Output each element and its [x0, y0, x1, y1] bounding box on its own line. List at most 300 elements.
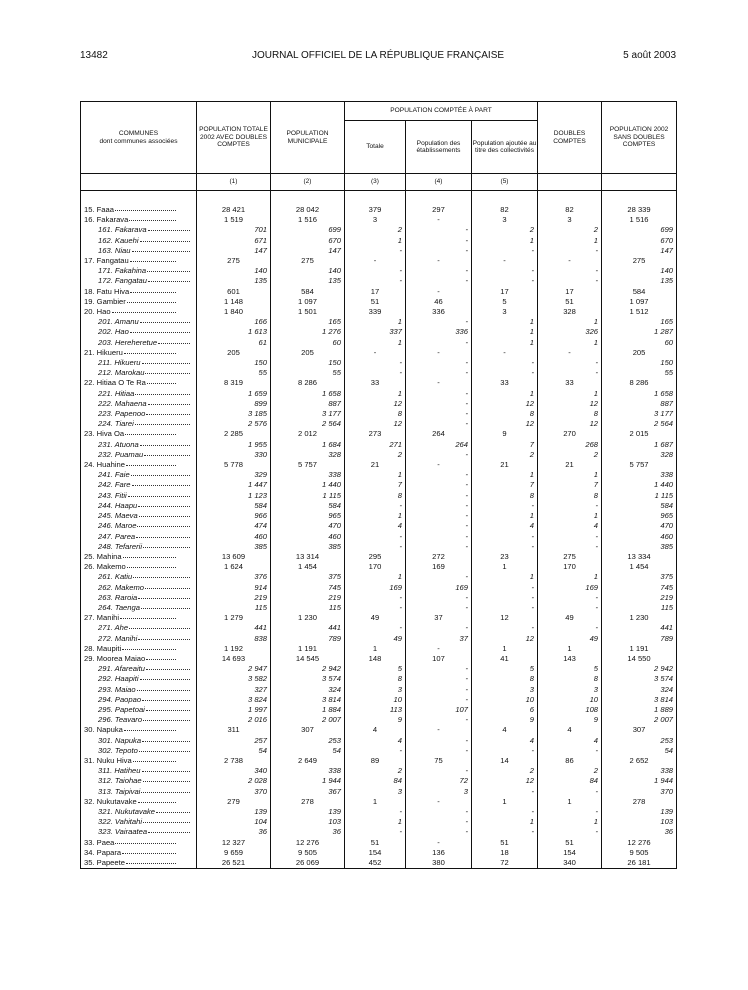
- value-cell: 1 624: [197, 562, 271, 572]
- value-cell: 278: [602, 797, 677, 807]
- dot-leader: [142, 363, 190, 364]
- value-cell: 136: [406, 848, 472, 858]
- value-cell: -: [472, 246, 538, 256]
- sub-commune-row: [81, 715, 677, 725]
- value-cell: 699: [271, 225, 345, 235]
- value-cell: 452: [345, 858, 406, 869]
- sub-commune-row: [81, 634, 677, 644]
- value-cell: 23: [472, 552, 538, 562]
- value-cell: 337: [345, 327, 406, 337]
- value-cell: 54: [271, 746, 345, 756]
- dot-leader: [138, 802, 176, 803]
- value-cell: 51: [345, 838, 406, 848]
- dot-leader: [125, 434, 176, 435]
- commune-name: 224. Tiarei: [98, 419, 134, 429]
- commune-name: 231. Atuona: [98, 439, 139, 449]
- value-cell: -: [406, 603, 472, 613]
- value-cell: 9 505: [271, 848, 345, 858]
- value-cell: -: [472, 501, 538, 511]
- value-cell: -: [406, 511, 472, 521]
- value-cell: 1 516: [602, 215, 677, 225]
- dot-leader: [129, 220, 176, 221]
- value-cell: -: [406, 674, 472, 684]
- value-cell: 2 942: [271, 664, 345, 674]
- commune-name: 162. Kauehi: [98, 235, 139, 245]
- value-cell: 340: [538, 858, 602, 869]
- dot-leader: [139, 516, 190, 517]
- value-cell: -: [345, 593, 406, 603]
- commune-name-cell: [81, 358, 197, 368]
- value-cell: 10: [345, 695, 406, 705]
- value-cell: -: [345, 623, 406, 633]
- value-cell: 1: [472, 644, 538, 654]
- commune-name-cell: [81, 593, 197, 603]
- sub-commune-row: [81, 327, 677, 337]
- value-cell: 1 097: [602, 297, 677, 307]
- commune-name: 21. Hikueru: [84, 347, 123, 357]
- value-cell: -: [406, 797, 472, 807]
- commune-name-cell: [81, 776, 197, 786]
- value-cell: -: [406, 348, 472, 358]
- value-cell: 33: [472, 378, 538, 388]
- value-cell: 1: [538, 572, 602, 582]
- commune-name-cell: [81, 603, 197, 613]
- sub-commune-row: [81, 787, 677, 797]
- value-cell: 82: [538, 205, 602, 215]
- commune-row: [81, 348, 677, 358]
- dot-leader: [146, 669, 190, 670]
- commune-name: 242. Fare: [98, 480, 131, 490]
- value-cell: 1 944: [271, 776, 345, 786]
- dot-leader: [127, 567, 176, 568]
- commune-name: 18. Fatu Hiva: [84, 286, 130, 296]
- value-cell: 41: [472, 654, 538, 664]
- value-cell: 324: [602, 685, 677, 695]
- value-cell: -: [406, 225, 472, 235]
- value-cell: 275: [538, 552, 602, 562]
- dot-leader: [143, 547, 190, 548]
- value-cell: 1 840: [197, 307, 271, 317]
- dot-leader: [140, 241, 190, 242]
- commune-name: 15. Faaa: [84, 205, 114, 214]
- dot-leader: [115, 210, 176, 211]
- value-cell: 17: [472, 287, 538, 297]
- value-cell: 745: [271, 583, 345, 593]
- commune-name: 243. Fitii: [98, 490, 127, 500]
- value-cell: 307: [271, 725, 345, 735]
- commune-row: [81, 552, 677, 562]
- commune-name-cell: [81, 409, 197, 419]
- value-cell: -: [472, 623, 538, 633]
- dot-leader: [140, 322, 190, 323]
- commune-name-cell: [81, 552, 197, 562]
- value-cell: 1 613: [197, 327, 271, 337]
- value-cell: 140: [197, 266, 271, 276]
- dot-leader: [140, 445, 190, 446]
- value-cell: 1: [538, 644, 602, 654]
- value-cell: -: [406, 623, 472, 633]
- dot-leader: [122, 649, 176, 650]
- sub-commune-row: [81, 225, 677, 235]
- commune-name: 201. Amanu: [98, 317, 139, 327]
- value-cell: 135: [197, 276, 271, 286]
- value-cell: 1 659: [197, 389, 271, 399]
- commune-name: 34. Papara: [84, 847, 122, 857]
- value-cell: 37: [406, 634, 472, 644]
- commune-name: 302. Tepoto: [98, 745, 138, 755]
- value-cell: 2 738: [197, 756, 271, 766]
- commune-row: [81, 756, 677, 766]
- commune-row: [81, 429, 677, 439]
- value-cell: 1: [345, 511, 406, 521]
- dot-leader: [131, 475, 190, 476]
- value-cell: 2: [538, 225, 602, 235]
- value-cell: -: [406, 450, 472, 460]
- commune-name-cell: [81, 542, 197, 552]
- commune-name: 203. Hereheretue: [98, 337, 158, 347]
- value-cell: 17: [345, 287, 406, 297]
- commune-name-cell: [81, 450, 197, 460]
- commune-name-cell: [81, 317, 197, 327]
- value-cell: -: [538, 368, 602, 378]
- value-cell: 271: [345, 440, 406, 450]
- value-cell: 9: [472, 429, 538, 439]
- dot-leader: [126, 465, 176, 466]
- value-cell: 8: [472, 409, 538, 419]
- value-cell: 46: [406, 297, 472, 307]
- dot-leader: [158, 343, 190, 344]
- value-cell: 8: [538, 491, 602, 501]
- value-cell: -: [472, 542, 538, 552]
- value-cell: 169: [406, 562, 472, 572]
- value-cell: 1: [538, 817, 602, 827]
- value-cell: 1 097: [271, 297, 345, 307]
- value-cell: 311: [197, 725, 271, 735]
- value-cell: 205: [602, 348, 677, 358]
- value-cell: 1: [472, 572, 538, 582]
- commune-name-cell: [81, 634, 197, 644]
- commune-name-cell: [81, 695, 197, 705]
- commune-name-cell: [81, 429, 197, 439]
- sub-commune-row: [81, 766, 677, 776]
- value-cell: 375: [271, 572, 345, 582]
- value-cell: 1 191: [602, 644, 677, 654]
- value-cell: 1: [345, 317, 406, 327]
- dot-leader: [124, 353, 176, 354]
- value-cell: 699: [602, 225, 677, 235]
- value-cell: -: [406, 215, 472, 225]
- value-cell: 3: [538, 215, 602, 225]
- value-cell: 4: [538, 725, 602, 735]
- dot-leader: [147, 271, 190, 272]
- value-cell: 2: [472, 450, 538, 460]
- sub-commune-row: [81, 266, 677, 276]
- value-cell: 140: [271, 266, 345, 276]
- value-cell: 338: [602, 766, 677, 776]
- value-cell: -: [406, 593, 472, 603]
- value-cell: 9: [538, 715, 602, 725]
- value-cell: 154: [345, 848, 406, 858]
- value-cell: 6: [472, 705, 538, 715]
- value-cell: 1: [538, 389, 602, 399]
- value-cell: 51: [472, 838, 538, 848]
- value-cell: 3 582: [197, 674, 271, 684]
- dot-leader: [146, 659, 176, 660]
- value-cell: 2 652: [602, 756, 677, 766]
- value-cell: 1 687: [602, 440, 677, 450]
- value-cell: 670: [271, 236, 345, 246]
- value-cell: 441: [271, 623, 345, 633]
- totale-header: Totale: [345, 121, 406, 174]
- communes-header: COMMUNES dont communes associées: [81, 102, 197, 174]
- value-cell: 295: [345, 552, 406, 562]
- commune-name-cell: [81, 246, 197, 256]
- value-cell: 380: [406, 858, 472, 869]
- value-cell: 474: [197, 521, 271, 531]
- value-cell: -: [406, 532, 472, 542]
- dot-leader: [141, 608, 190, 609]
- dot-leader: [142, 741, 190, 742]
- commune-row: [81, 797, 677, 807]
- value-cell: -: [538, 542, 602, 552]
- value-cell: -: [406, 236, 472, 246]
- value-cell: -: [406, 256, 472, 266]
- value-cell: -: [472, 266, 538, 276]
- commune-row: [81, 654, 677, 664]
- value-cell: -: [406, 542, 472, 552]
- sub-commune-row: [81, 685, 677, 695]
- commune-name-cell: [81, 685, 197, 695]
- commune-name-cell: [81, 746, 197, 756]
- value-cell: 10: [472, 695, 538, 705]
- commune-name-cell: [81, 654, 197, 664]
- dot-leader: [139, 751, 190, 752]
- value-cell: 3 814: [271, 695, 345, 705]
- value-cell: 8: [472, 491, 538, 501]
- value-cell: 273: [345, 429, 406, 439]
- value-cell: 51: [538, 297, 602, 307]
- commune-name: 163. Niau: [98, 245, 131, 255]
- dot-leader: [130, 332, 190, 333]
- value-cell: 12: [472, 419, 538, 429]
- value-cell: 1 884: [271, 705, 345, 715]
- value-cell: 9 505: [602, 848, 677, 858]
- value-cell: 154: [538, 848, 602, 858]
- spacer-row: [81, 191, 677, 206]
- etablissements-header: Population des établissements: [406, 121, 472, 174]
- commune-name: 161. Fakarava: [98, 225, 147, 235]
- value-cell: 1 447: [197, 480, 271, 490]
- value-cell: 441: [602, 623, 677, 633]
- value-cell: 4: [345, 521, 406, 531]
- value-cell: 1: [472, 817, 538, 827]
- sub-commune-row: [81, 480, 677, 490]
- value-cell: 1 454: [602, 562, 677, 572]
- value-cell: 385: [197, 542, 271, 552]
- value-cell: -: [472, 746, 538, 756]
- value-cell: 205: [271, 348, 345, 358]
- value-cell: 37: [406, 613, 472, 623]
- commune-name-cell: [81, 797, 197, 807]
- commune-row: [81, 215, 677, 225]
- sub-commune-row: [81, 358, 677, 368]
- sub-commune-row: [81, 664, 677, 674]
- value-cell: 12: [345, 399, 406, 409]
- value-cell: 601: [197, 287, 271, 297]
- commune-name: 263. Raroia: [98, 592, 138, 602]
- value-cell: 330: [197, 450, 271, 460]
- value-cell: 838: [197, 634, 271, 644]
- value-cell: 8: [345, 409, 406, 419]
- commune-name: 294. Paopao: [98, 694, 142, 704]
- value-cell: 3 574: [602, 674, 677, 684]
- value-cell: 789: [602, 634, 677, 644]
- value-cell: -: [345, 827, 406, 837]
- commune-name-cell: [81, 266, 197, 276]
- value-cell: -: [345, 358, 406, 368]
- commune-row: [81, 838, 677, 848]
- value-cell: 899: [197, 399, 271, 409]
- index-blank: [81, 174, 197, 191]
- commune-name-cell: [81, 583, 197, 593]
- value-cell: 21: [538, 460, 602, 470]
- value-cell: -: [538, 348, 602, 358]
- value-cell: 12: [345, 419, 406, 429]
- commune-name-cell: [81, 287, 197, 297]
- value-cell: -: [406, 827, 472, 837]
- value-cell: 54: [602, 746, 677, 756]
- value-cell: 3 177: [271, 409, 345, 419]
- value-cell: 12: [472, 399, 538, 409]
- value-cell: 8 286: [602, 378, 677, 388]
- value-cell: 275: [197, 256, 271, 266]
- value-cell: 1 276: [271, 327, 345, 337]
- value-cell: 36: [602, 827, 677, 837]
- sub-commune-row: [81, 776, 677, 786]
- dot-leader: [140, 679, 190, 680]
- value-cell: 1: [472, 389, 538, 399]
- doubles-comptes-header: DOUBLES COMPTES: [538, 102, 602, 174]
- value-cell: 4: [345, 736, 406, 746]
- commune-name-cell: [81, 276, 197, 286]
- value-cell: 1: [472, 562, 538, 572]
- ajoutee-header: Population ajoutée au titre des collectivités: [472, 121, 538, 174]
- value-cell: 140: [602, 266, 677, 276]
- sub-commune-row: [81, 389, 677, 399]
- commune-name: 29. Moorea Maiao: [84, 653, 146, 663]
- value-cell: 205: [197, 348, 271, 358]
- value-cell: 2: [538, 450, 602, 460]
- dot-leader: [138, 639, 190, 640]
- value-cell: 1 115: [271, 491, 345, 501]
- pop-municipale-header: POPULATION MUNICIPALE: [271, 102, 345, 174]
- value-cell: -: [345, 501, 406, 511]
- commune-name: 26. Makemo: [84, 562, 126, 572]
- value-cell: 8 319: [197, 378, 271, 388]
- value-cell: 33: [538, 378, 602, 388]
- value-cell: 8: [345, 491, 406, 501]
- value-cell: 966: [197, 511, 271, 521]
- pop-totale-header: POPULATION TOTALE 2002 AVEC DOUBLES COMPTES: [197, 102, 271, 174]
- value-cell: -: [538, 807, 602, 817]
- value-cell: 36: [197, 827, 271, 837]
- value-cell: 14 550: [602, 654, 677, 664]
- value-cell: -: [406, 368, 472, 378]
- commune-name-cell: [81, 419, 197, 429]
- value-cell: 60: [602, 338, 677, 348]
- value-cell: 17: [538, 287, 602, 297]
- value-cell: 460: [271, 532, 345, 542]
- commune-name: 171. Fakahina: [98, 266, 147, 276]
- value-cell: 4: [345, 725, 406, 735]
- value-cell: 441: [197, 623, 271, 633]
- value-cell: 1 192: [197, 644, 271, 654]
- value-cell: 2: [345, 766, 406, 776]
- value-cell: 2 028: [197, 776, 271, 786]
- value-cell: 1: [345, 470, 406, 480]
- value-cell: -: [538, 603, 602, 613]
- value-cell: 3: [345, 787, 406, 797]
- value-cell: -: [472, 603, 538, 613]
- value-cell: 28 339: [602, 205, 677, 215]
- value-cell: 147: [602, 246, 677, 256]
- sub-commune-row: [81, 368, 677, 378]
- commune-name: 232. Puamau: [98, 449, 144, 459]
- value-cell: 3: [406, 787, 472, 797]
- value-cell: 55: [602, 368, 677, 378]
- value-cell: 8: [538, 674, 602, 684]
- commune-name-cell: [81, 858, 197, 869]
- commune-row: [81, 205, 677, 215]
- value-cell: -: [345, 368, 406, 378]
- value-cell: 5: [538, 664, 602, 674]
- value-cell: -: [406, 572, 472, 582]
- commune-name: 272. Manihi: [98, 633, 138, 643]
- value-cell: -: [538, 266, 602, 276]
- value-cell: 150: [271, 358, 345, 368]
- value-cell: 3: [345, 215, 406, 225]
- commune-name-cell: [81, 705, 197, 715]
- value-cell: 5 757: [271, 460, 345, 470]
- commune-name: 172. Fangatau: [98, 276, 147, 286]
- value-cell: 4: [472, 736, 538, 746]
- commune-name: 20. Hao: [84, 307, 111, 317]
- value-cell: 12 276: [271, 838, 345, 848]
- value-cell: 370: [197, 787, 271, 797]
- sub-commune-row: [81, 440, 677, 450]
- value-cell: -: [406, 521, 472, 531]
- commune-name-cell: [81, 623, 197, 633]
- value-cell: 914: [197, 583, 271, 593]
- journal-title: JOURNAL OFFICIEL DE LA RÉPUBLIQUE FRANÇAISE: [251, 50, 505, 61]
- value-cell: 169: [345, 583, 406, 593]
- index-blank-sans: [602, 174, 677, 191]
- commune-name-cell: [81, 521, 197, 531]
- commune-name-cell: [81, 225, 197, 235]
- dot-leader: [123, 557, 176, 558]
- value-cell: 3 814: [602, 695, 677, 705]
- dot-leader: [148, 281, 190, 282]
- value-cell: -: [406, 817, 472, 827]
- dot-leader: [156, 812, 190, 813]
- value-cell: 270: [538, 429, 602, 439]
- value-cell: -: [345, 276, 406, 286]
- commune-name: 223. Papenoo: [98, 409, 146, 419]
- commune-row: [81, 725, 677, 735]
- dot-leader: [129, 628, 190, 629]
- value-cell: 219: [197, 593, 271, 603]
- value-cell: 169: [406, 583, 472, 593]
